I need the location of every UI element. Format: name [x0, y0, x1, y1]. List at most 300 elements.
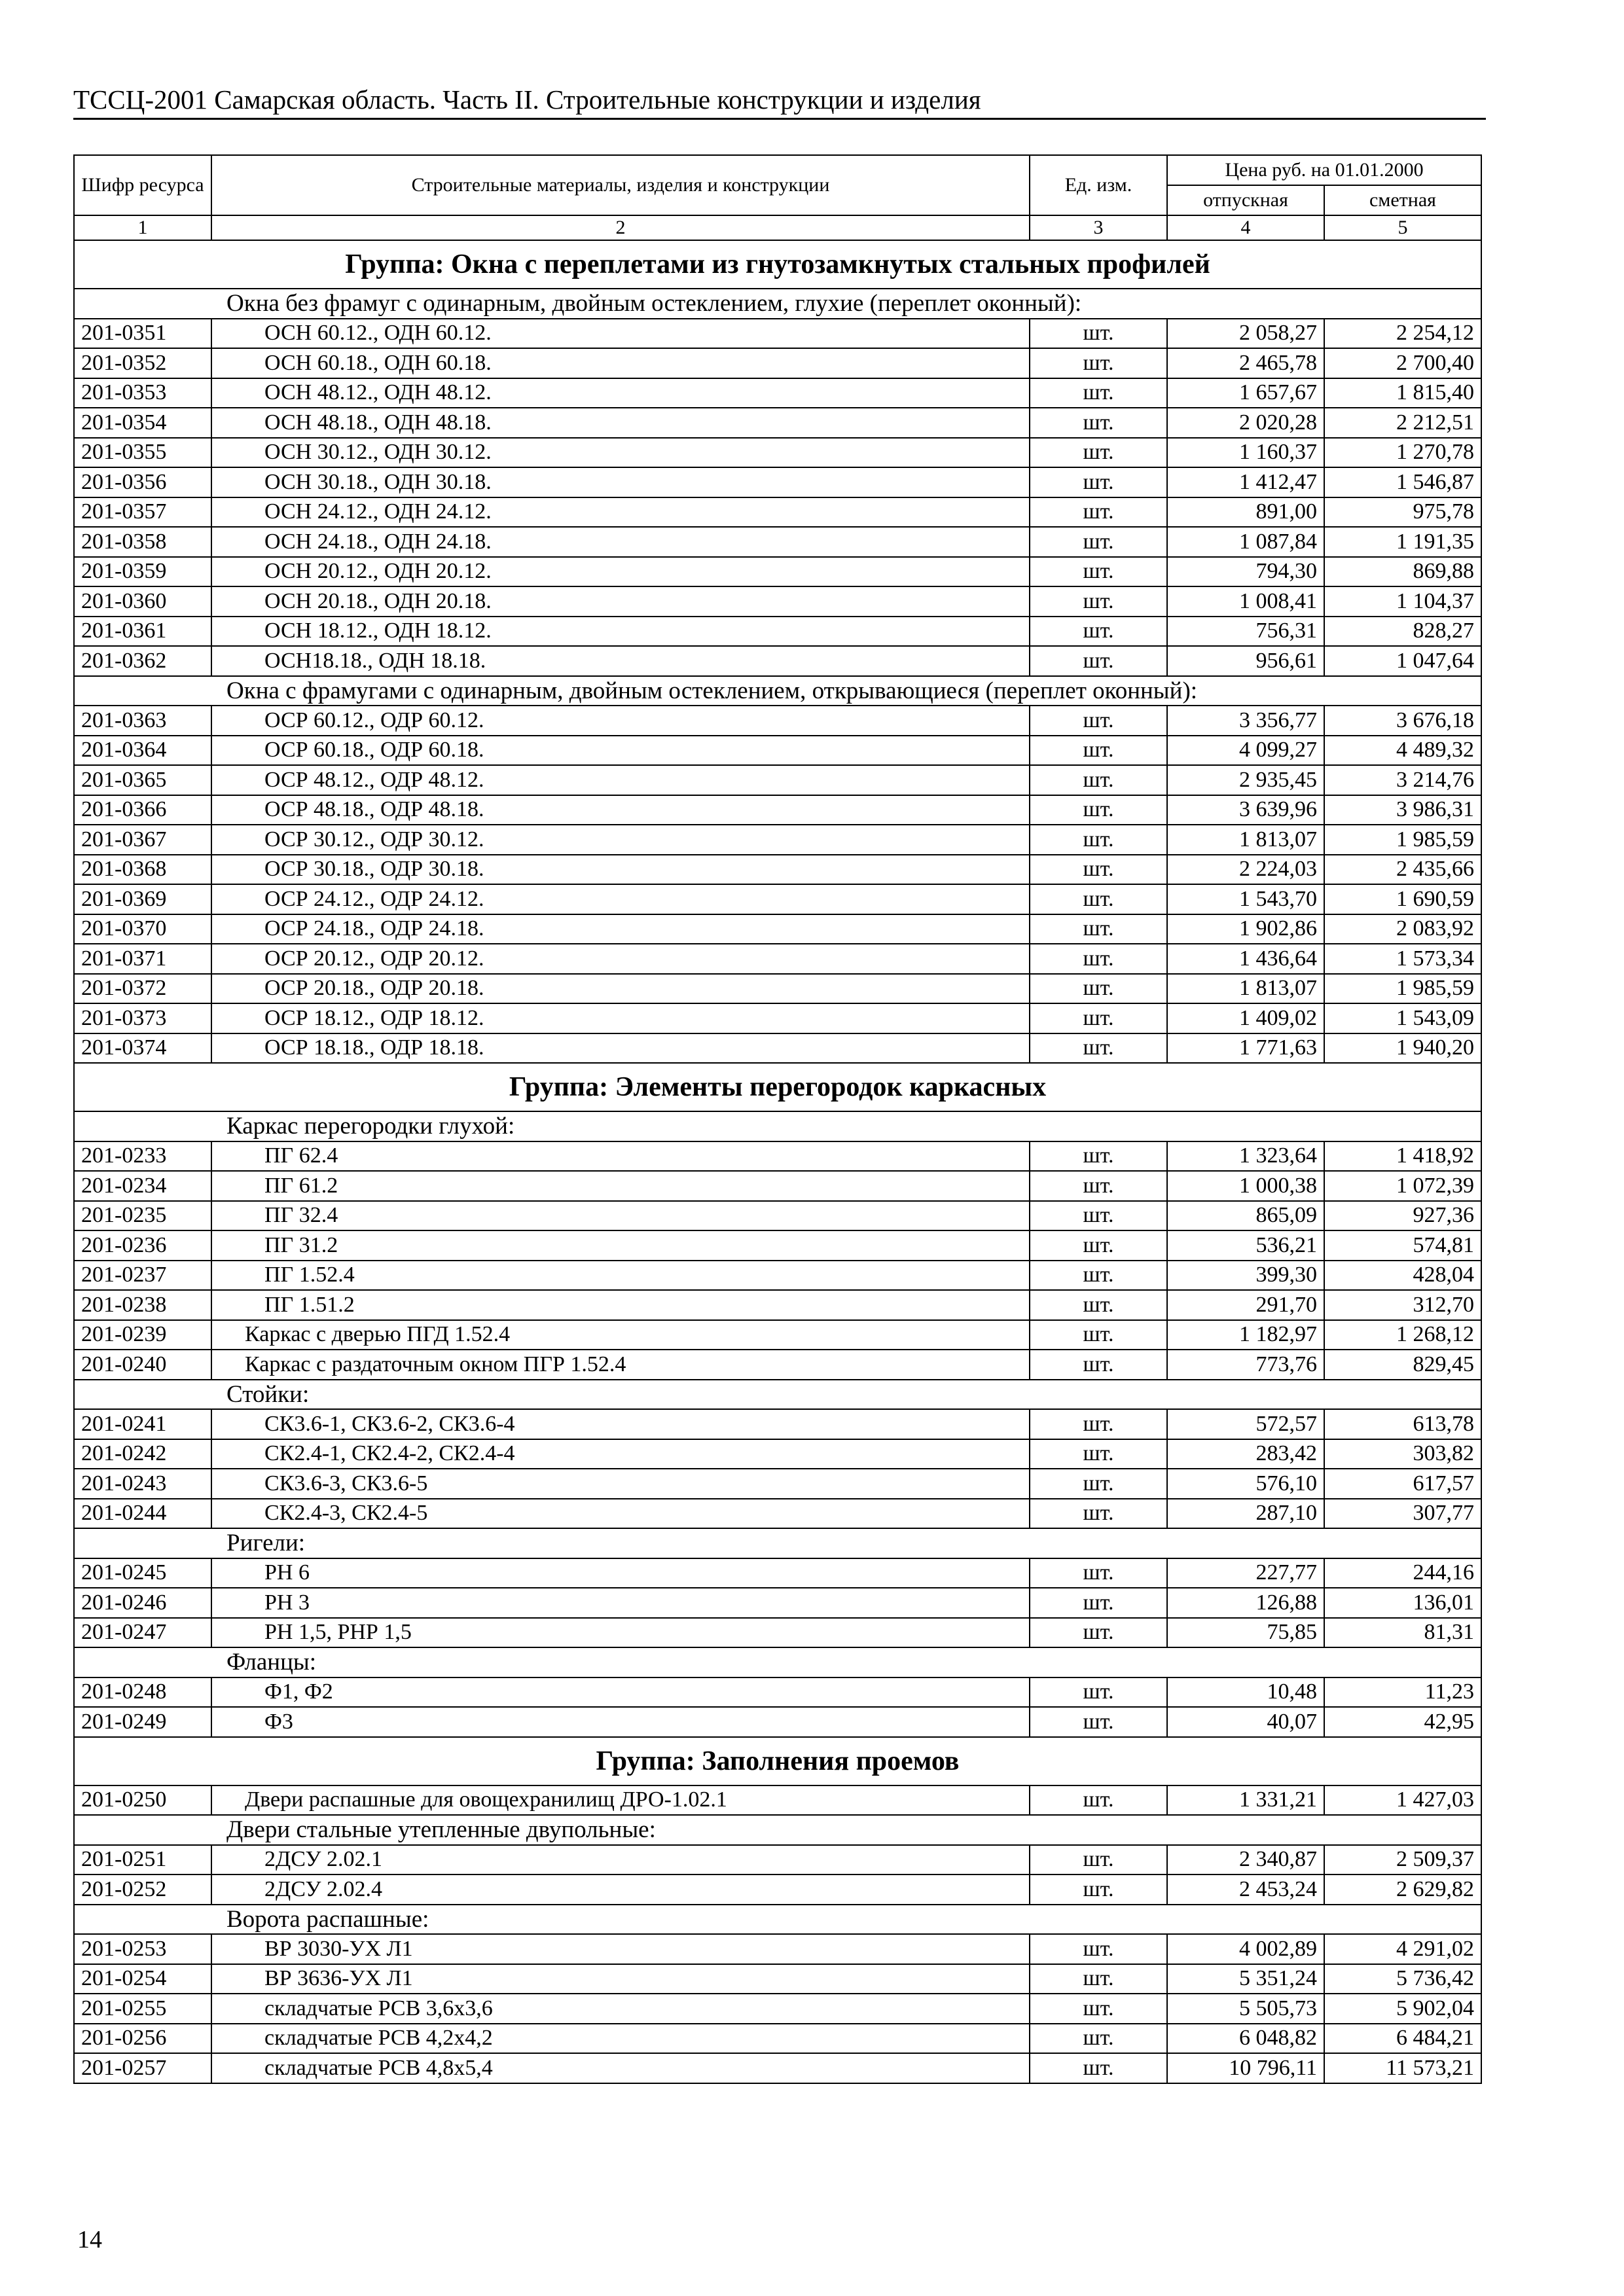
subgroup-heading: Каркас перегородки глухой: [74, 1111, 1481, 1141]
unit-cell: шт. [1030, 378, 1167, 408]
release-price-cell: 756,31 [1167, 617, 1324, 647]
estimate-price-cell: 1 270,78 [1324, 438, 1481, 468]
material-name-cell: ОСН 18.12., ОДН 18.12. [211, 617, 1030, 647]
release-price-cell: 2 465,78 [1167, 348, 1324, 378]
subgroup-heading-row [74, 1380, 1481, 1410]
table-row [74, 1994, 1481, 2024]
resource-code-cell: 201-0357 [74, 497, 211, 528]
subgroup-heading: Фланцы: [74, 1647, 1481, 1677]
subgroup-heading-row [74, 1528, 1481, 1558]
subgroup-heading: Ворота распашные: [74, 1905, 1481, 1935]
material-name-cell: Ф3 [211, 1707, 1030, 1737]
table-row [74, 438, 1481, 468]
resource-code-cell: 201-0362 [74, 646, 211, 676]
resource-code-cell: 201-0244 [74, 1499, 211, 1529]
material-name-cell: ОСР 30.12., ОДР 30.12. [211, 825, 1030, 855]
col-header-name: Строительные материалы, изделия и конструкции [211, 155, 1030, 215]
unit-cell: шт. [1030, 1439, 1167, 1469]
unit-cell: шт. [1030, 1141, 1167, 1172]
table-row [74, 1934, 1481, 1964]
material-name-cell: ОСР 18.18., ОДР 18.18. [211, 1033, 1030, 1064]
estimate-price-cell: 2 629,82 [1324, 1874, 1481, 1905]
material-name-cell: ОСН 48.18., ОДН 48.18. [211, 408, 1030, 438]
resource-code-cell: 201-0238 [74, 1290, 211, 1320]
subgroup-heading-row [74, 1111, 1481, 1141]
estimate-price-cell: 5 902,04 [1324, 1994, 1481, 2024]
release-price-cell: 4 002,89 [1167, 1934, 1324, 1964]
material-name-cell: ОСН 60.18., ОДН 60.18. [211, 348, 1030, 378]
material-name-cell: ОСР 48.12., ОДР 48.12. [211, 765, 1030, 795]
col-number: 1 [74, 215, 211, 240]
table-row [74, 2024, 1481, 2054]
table-row [74, 1874, 1481, 1905]
table-row [74, 319, 1481, 349]
material-name-cell: складчатые РСВ 4,2х4,2 [211, 2024, 1030, 2054]
table-row [74, 1707, 1481, 1737]
estimate-price-cell: 4 489,32 [1324, 736, 1481, 766]
resource-code-cell: 201-0351 [74, 319, 211, 349]
material-name-cell: складчатые РСВ 4,8х5,4 [211, 2053, 1030, 2083]
resource-code-cell: 201-0361 [74, 617, 211, 647]
subgroup-heading-row [74, 289, 1481, 319]
page-number: 14 [77, 2226, 102, 2253]
unit-cell: шт. [1030, 467, 1167, 497]
table-row [74, 1469, 1481, 1499]
estimate-price-cell: 2 435,66 [1324, 855, 1481, 885]
estimate-price-cell: 1 815,40 [1324, 378, 1481, 408]
material-name-cell: ОСН 30.18., ОДН 30.18. [211, 467, 1030, 497]
material-name-cell: ОСН 24.18., ОДН 24.18. [211, 527, 1030, 557]
table-row [74, 1261, 1481, 1291]
release-price-cell: 1 160,37 [1167, 438, 1324, 468]
material-name-cell: Ф1, Ф2 [211, 1677, 1030, 1708]
material-name-cell: РН 1,5, РНР 1,5 [211, 1618, 1030, 1648]
resource-code-cell: 201-0368 [74, 855, 211, 885]
unit-cell: шт. [1030, 1934, 1167, 1964]
resource-code-cell: 201-0233 [74, 1141, 211, 1172]
estimate-price-cell: 2 254,12 [1324, 319, 1481, 349]
subgroup-heading-row [74, 1647, 1481, 1677]
unit-cell: шт. [1030, 1558, 1167, 1588]
release-price-cell: 1 409,02 [1167, 1003, 1324, 1033]
material-name-cell: ВР 3636-УХ Л1 [211, 1964, 1030, 1994]
unit-cell: шт. [1030, 1003, 1167, 1033]
release-price-cell: 572,57 [1167, 1409, 1324, 1439]
unit-cell: шт. [1030, 1499, 1167, 1529]
release-price-cell: 1 771,63 [1167, 1033, 1324, 1064]
material-name-cell: ВР 3030-УХ Л1 [211, 1934, 1030, 1964]
resource-code-cell: 201-0236 [74, 1230, 211, 1261]
resource-code-cell: 201-0256 [74, 2024, 211, 2054]
material-name-cell: Каркас с дверью ПГД 1.52.4 [211, 1320, 1030, 1350]
estimate-price-cell: 3 676,18 [1324, 706, 1481, 736]
unit-cell: шт. [1030, 1290, 1167, 1320]
col-header-estimate-price: сметная [1324, 185, 1481, 215]
unit-cell: шт. [1030, 974, 1167, 1004]
unit-cell: шт. [1030, 1874, 1167, 1905]
resource-code-cell: 201-0235 [74, 1201, 211, 1231]
release-price-cell: 1 813,07 [1167, 974, 1324, 1004]
table-row [74, 944, 1481, 974]
estimate-price-cell: 1 546,87 [1324, 467, 1481, 497]
estimate-price-cell: 1 072,39 [1324, 1171, 1481, 1201]
table-row [74, 855, 1481, 885]
estimate-price-cell: 613,78 [1324, 1409, 1481, 1439]
table-row [74, 1499, 1481, 1529]
release-price-cell: 2 935,45 [1167, 765, 1324, 795]
material-name-cell: РН 3 [211, 1588, 1030, 1618]
material-name-cell: 2ДСУ 2.02.1 [211, 1845, 1030, 1875]
unit-cell: шт. [1030, 1033, 1167, 1064]
release-price-cell: 1 323,64 [1167, 1141, 1324, 1172]
resource-code-cell: 201-0352 [74, 348, 211, 378]
estimate-price-cell: 3 214,76 [1324, 765, 1481, 795]
unit-cell: шт. [1030, 497, 1167, 528]
unit-cell: шт. [1030, 319, 1167, 349]
release-price-cell: 1 008,41 [1167, 586, 1324, 617]
unit-cell: шт. [1030, 884, 1167, 914]
release-price-cell: 2 058,27 [1167, 319, 1324, 349]
release-price-cell: 1 657,67 [1167, 378, 1324, 408]
unit-cell: шт. [1030, 586, 1167, 617]
unit-cell: шт. [1030, 1171, 1167, 1201]
estimate-price-cell: 927,36 [1324, 1201, 1481, 1231]
material-name-cell: РН 6 [211, 1558, 1030, 1588]
unit-cell: шт. [1030, 2053, 1167, 2083]
material-name-cell: ОСН 60.12., ОДН 60.12. [211, 319, 1030, 349]
material-name-cell: ОСН18.18., ОДН 18.18. [211, 646, 1030, 676]
unit-cell: шт. [1030, 408, 1167, 438]
material-name-cell: ОСН 20.18., ОДН 20.18. [211, 586, 1030, 617]
page-title: ТССЦ-2001 Самарская область. Часть II. Строительные конструкции и изделия [73, 84, 981, 115]
estimate-price-cell: 4 291,02 [1324, 1934, 1481, 1964]
material-name-cell: складчатые РСВ 3,6х3,6 [211, 1994, 1030, 2024]
table-row [74, 884, 1481, 914]
resource-code-cell: 201-0364 [74, 736, 211, 766]
release-price-cell: 287,10 [1167, 1499, 1324, 1529]
table-row [74, 1588, 1481, 1618]
col-header-price: Цена руб. на 01.01.2000 [1167, 155, 1481, 185]
resource-code-cell: 201-0371 [74, 944, 211, 974]
unit-cell: шт. [1030, 1261, 1167, 1291]
estimate-price-cell: 11,23 [1324, 1677, 1481, 1708]
resource-code-cell: 201-0239 [74, 1320, 211, 1350]
subgroup-heading: Ригели: [74, 1528, 1481, 1558]
resource-code-cell: 201-0372 [74, 974, 211, 1004]
release-price-cell: 291,70 [1167, 1290, 1324, 1320]
table-row [74, 1171, 1481, 1201]
estimate-price-cell: 42,95 [1324, 1707, 1481, 1737]
resource-code-cell: 201-0240 [74, 1350, 211, 1380]
material-name-cell: СК3.6-3, СК3.6-5 [211, 1469, 1030, 1499]
table-row [74, 914, 1481, 944]
release-price-cell: 6 048,82 [1167, 2024, 1324, 2054]
subgroup-heading: Окна без фрамуг с одинарным, двойным остеклением, глухие (переплет оконный): [74, 289, 1481, 319]
unit-cell: шт. [1030, 348, 1167, 378]
resource-code-cell: 201-0247 [74, 1618, 211, 1648]
table-row [74, 1320, 1481, 1350]
resource-code-cell: 201-0245 [74, 1558, 211, 1588]
release-price-cell: 865,09 [1167, 1201, 1324, 1231]
unit-cell: шт. [1030, 914, 1167, 944]
estimate-price-cell: 2 700,40 [1324, 348, 1481, 378]
table-row [74, 1350, 1481, 1380]
resource-code-cell: 201-0250 [74, 1785, 211, 1816]
material-name-cell: СК2.4-1, СК2.4-2, СК2.4-4 [211, 1439, 1030, 1469]
unit-cell: шт. [1030, 1320, 1167, 1350]
col-number: 3 [1030, 215, 1167, 240]
price-table [73, 154, 1482, 2084]
release-price-cell: 1 182,97 [1167, 1320, 1324, 1350]
table-body [74, 240, 1481, 2083]
table-row [74, 825, 1481, 855]
resource-code-cell: 201-0253 [74, 1934, 211, 1964]
estimate-price-cell: 829,45 [1324, 1350, 1481, 1380]
title-divider [73, 118, 1486, 120]
table-row [74, 736, 1481, 766]
resource-code-cell: 201-0374 [74, 1033, 211, 1064]
material-name-cell: ОСР 18.12., ОДР 18.12. [211, 1003, 1030, 1033]
table-row [74, 1141, 1481, 1172]
resource-code-cell: 201-0353 [74, 378, 211, 408]
table-row [74, 467, 1481, 497]
material-name-cell: СК3.6-1, СК3.6-2, СК3.6-4 [211, 1409, 1030, 1439]
material-name-cell: ОСР 24.12., ОДР 24.12. [211, 884, 1030, 914]
resource-code-cell: 201-0360 [74, 586, 211, 617]
estimate-price-cell: 1 191,35 [1324, 527, 1481, 557]
estimate-price-cell: 303,82 [1324, 1439, 1481, 1469]
release-price-cell: 227,77 [1167, 1558, 1324, 1588]
estimate-price-cell: 1 985,59 [1324, 825, 1481, 855]
estimate-price-cell: 6 484,21 [1324, 2024, 1481, 2054]
unit-cell: шт. [1030, 765, 1167, 795]
unit-cell: шт. [1030, 557, 1167, 587]
group-heading: Группа: Заполнения проемов [74, 1737, 1481, 1785]
resource-code-cell: 201-0354 [74, 408, 211, 438]
resource-code-cell: 201-0254 [74, 1964, 211, 1994]
table-row [74, 706, 1481, 736]
release-price-cell: 40,07 [1167, 1707, 1324, 1737]
resource-code-cell: 201-0355 [74, 438, 211, 468]
table-row [74, 408, 1481, 438]
resource-code-cell: 201-0242 [74, 1439, 211, 1469]
estimate-price-cell: 869,88 [1324, 557, 1481, 587]
subgroup-heading-row [74, 1905, 1481, 1935]
release-price-cell: 126,88 [1167, 1588, 1324, 1618]
resource-code-cell: 201-0257 [74, 2053, 211, 2083]
resource-code-cell: 201-0356 [74, 467, 211, 497]
estimate-price-cell: 574,81 [1324, 1230, 1481, 1261]
release-price-cell: 891,00 [1167, 497, 1324, 528]
unit-cell: шт. [1030, 825, 1167, 855]
table-row [74, 348, 1481, 378]
table-row [74, 527, 1481, 557]
unit-cell: шт. [1030, 2024, 1167, 2054]
table-row [74, 1409, 1481, 1439]
estimate-price-cell: 828,27 [1324, 617, 1481, 647]
material-name-cell: ОСР 30.18., ОДР 30.18. [211, 855, 1030, 885]
release-price-cell: 536,21 [1167, 1230, 1324, 1261]
subgroup-heading: Стойки: [74, 1380, 1481, 1410]
col-number: 4 [1167, 215, 1324, 240]
unit-cell: шт. [1030, 1785, 1167, 1816]
resource-code-cell: 201-0370 [74, 914, 211, 944]
estimate-price-cell: 428,04 [1324, 1261, 1481, 1291]
table-row [74, 1618, 1481, 1648]
estimate-price-cell: 312,70 [1324, 1290, 1481, 1320]
release-price-cell: 2 340,87 [1167, 1845, 1324, 1875]
estimate-price-cell: 2 083,92 [1324, 914, 1481, 944]
release-price-cell: 3 356,77 [1167, 706, 1324, 736]
unit-cell: шт. [1030, 438, 1167, 468]
release-price-cell: 4 099,27 [1167, 736, 1324, 766]
estimate-price-cell: 11 573,21 [1324, 2053, 1481, 2083]
release-price-cell: 1 436,64 [1167, 944, 1324, 974]
table-row [74, 765, 1481, 795]
table-row [74, 1964, 1481, 1994]
unit-cell: шт. [1030, 1707, 1167, 1737]
material-name-cell: 2ДСУ 2.02.4 [211, 1874, 1030, 1905]
unit-cell: шт. [1030, 617, 1167, 647]
subgroup-heading: Окна с фрамугами с одинарным, двойным остеклением, открывающиеся (переплет оконный): [74, 676, 1481, 706]
table-row [74, 1558, 1481, 1588]
group-heading-row [74, 1737, 1481, 1785]
unit-cell: шт. [1030, 646, 1167, 676]
unit-cell: шт. [1030, 1677, 1167, 1708]
estimate-price-cell: 1 940,20 [1324, 1033, 1481, 1064]
release-price-cell: 10,48 [1167, 1677, 1324, 1708]
unit-cell: шт. [1030, 1588, 1167, 1618]
group-heading-row [74, 240, 1481, 289]
resource-code-cell: 201-0366 [74, 795, 211, 825]
resource-code-cell: 201-0252 [74, 1874, 211, 1905]
material-name-cell: ОСР 20.18., ОДР 20.18. [211, 974, 1030, 1004]
release-price-cell: 1 902,86 [1167, 914, 1324, 944]
subgroup-heading-row [74, 1815, 1481, 1845]
subgroup-heading: Двери стальные утепленные двупольные: [74, 1815, 1481, 1845]
estimate-price-cell: 244,16 [1324, 1558, 1481, 1588]
resource-code-cell: 201-0251 [74, 1845, 211, 1875]
col-header-unit: Ед. изм. [1030, 155, 1167, 215]
estimate-price-cell: 1 543,09 [1324, 1003, 1481, 1033]
table-row [74, 1033, 1481, 1064]
estimate-price-cell: 307,77 [1324, 1499, 1481, 1529]
estimate-price-cell: 136,01 [1324, 1588, 1481, 1618]
unit-cell: шт. [1030, 706, 1167, 736]
release-price-cell: 1 331,21 [1167, 1785, 1324, 1816]
unit-cell: шт. [1030, 1964, 1167, 1994]
estimate-price-cell: 1 047,64 [1324, 646, 1481, 676]
table-row [74, 2053, 1481, 2083]
table-row [74, 586, 1481, 617]
resource-code-cell: 201-0373 [74, 1003, 211, 1033]
unit-cell: шт. [1030, 1845, 1167, 1875]
material-name-cell: ОСР 24.18., ОДР 24.18. [211, 914, 1030, 944]
resource-code-cell: 201-0365 [74, 765, 211, 795]
material-name-cell: ПГ 62.4 [211, 1141, 1030, 1172]
resource-code-cell: 201-0243 [74, 1469, 211, 1499]
material-name-cell: Каркас с раздаточным окном ПГР 1.52.4 [211, 1350, 1030, 1380]
resource-code-cell: 201-0363 [74, 706, 211, 736]
release-price-cell: 399,30 [1167, 1261, 1324, 1291]
unit-cell: шт. [1030, 1469, 1167, 1499]
estimate-price-cell: 2 212,51 [1324, 408, 1481, 438]
estimate-price-cell: 81,31 [1324, 1618, 1481, 1648]
unit-cell: шт. [1030, 1409, 1167, 1439]
estimate-price-cell: 1 573,34 [1324, 944, 1481, 974]
release-price-cell: 5 505,73 [1167, 1994, 1324, 2024]
material-name-cell: ПГ 31.2 [211, 1230, 1030, 1261]
subgroup-heading-row [74, 676, 1481, 706]
table-row [74, 557, 1481, 587]
release-price-cell: 2 224,03 [1167, 855, 1324, 885]
table-row [74, 1677, 1481, 1708]
release-price-cell: 1 000,38 [1167, 1171, 1324, 1201]
unit-cell: шт. [1030, 527, 1167, 557]
material-name-cell: ОСН 30.12., ОДН 30.12. [211, 438, 1030, 468]
table-row [74, 1003, 1481, 1033]
release-price-cell: 5 351,24 [1167, 1964, 1324, 1994]
material-name-cell: ОСР 20.12., ОДР 20.12. [211, 944, 1030, 974]
release-price-cell: 1 087,84 [1167, 527, 1324, 557]
table-row [74, 646, 1481, 676]
release-price-cell: 75,85 [1167, 1618, 1324, 1648]
resource-code-cell: 201-0237 [74, 1261, 211, 1291]
release-price-cell: 2 453,24 [1167, 1874, 1324, 1905]
col-number: 2 [211, 215, 1030, 240]
table-row [74, 1439, 1481, 1469]
table-row [74, 1845, 1481, 1875]
table-row [74, 1230, 1481, 1261]
unit-cell: шт. [1030, 1230, 1167, 1261]
material-name-cell: ОСР 60.18., ОДР 60.18. [211, 736, 1030, 766]
material-name-cell: СК2.4-3, СК2.4-5 [211, 1499, 1030, 1529]
table-row [74, 497, 1481, 528]
material-name-cell: ОСР 60.12., ОДР 60.12. [211, 706, 1030, 736]
table-row [74, 378, 1481, 408]
material-name-cell: ОСН 24.12., ОДН 24.12. [211, 497, 1030, 528]
resource-code-cell: 201-0369 [74, 884, 211, 914]
unit-cell: шт. [1030, 944, 1167, 974]
estimate-price-cell: 2 509,37 [1324, 1845, 1481, 1875]
release-price-cell: 1 813,07 [1167, 825, 1324, 855]
material-name-cell: ОСН 48.12., ОДН 48.12. [211, 378, 1030, 408]
resource-code-cell: 201-0246 [74, 1588, 211, 1618]
estimate-price-cell: 1 104,37 [1324, 586, 1481, 617]
material-name-cell: ОСН 20.12., ОДН 20.12. [211, 557, 1030, 587]
material-name-cell: ПГ 61.2 [211, 1171, 1030, 1201]
resource-code-cell: 201-0367 [74, 825, 211, 855]
release-price-cell: 3 639,96 [1167, 795, 1324, 825]
group-heading: Группа: Элементы перегородок каркасных [74, 1063, 1481, 1111]
resource-code-cell: 201-0249 [74, 1707, 211, 1737]
group-heading: Группа: Окна с переплетами из гнутозамкнутых стальных профилей [74, 240, 1481, 289]
resource-code-cell: 201-0359 [74, 557, 211, 587]
resource-code-cell: 201-0255 [74, 1994, 211, 2024]
release-price-cell: 2 020,28 [1167, 408, 1324, 438]
col-number: 5 [1324, 215, 1481, 240]
estimate-price-cell: 1 268,12 [1324, 1320, 1481, 1350]
resource-code-cell: 201-0358 [74, 527, 211, 557]
estimate-price-cell: 1 690,59 [1324, 884, 1481, 914]
release-price-cell: 794,30 [1167, 557, 1324, 587]
table-row [74, 617, 1481, 647]
release-price-cell: 1 412,47 [1167, 467, 1324, 497]
unit-cell: шт. [1030, 736, 1167, 766]
unit-cell: шт. [1030, 1201, 1167, 1231]
table-row [74, 974, 1481, 1004]
estimate-price-cell: 1 985,59 [1324, 974, 1481, 1004]
